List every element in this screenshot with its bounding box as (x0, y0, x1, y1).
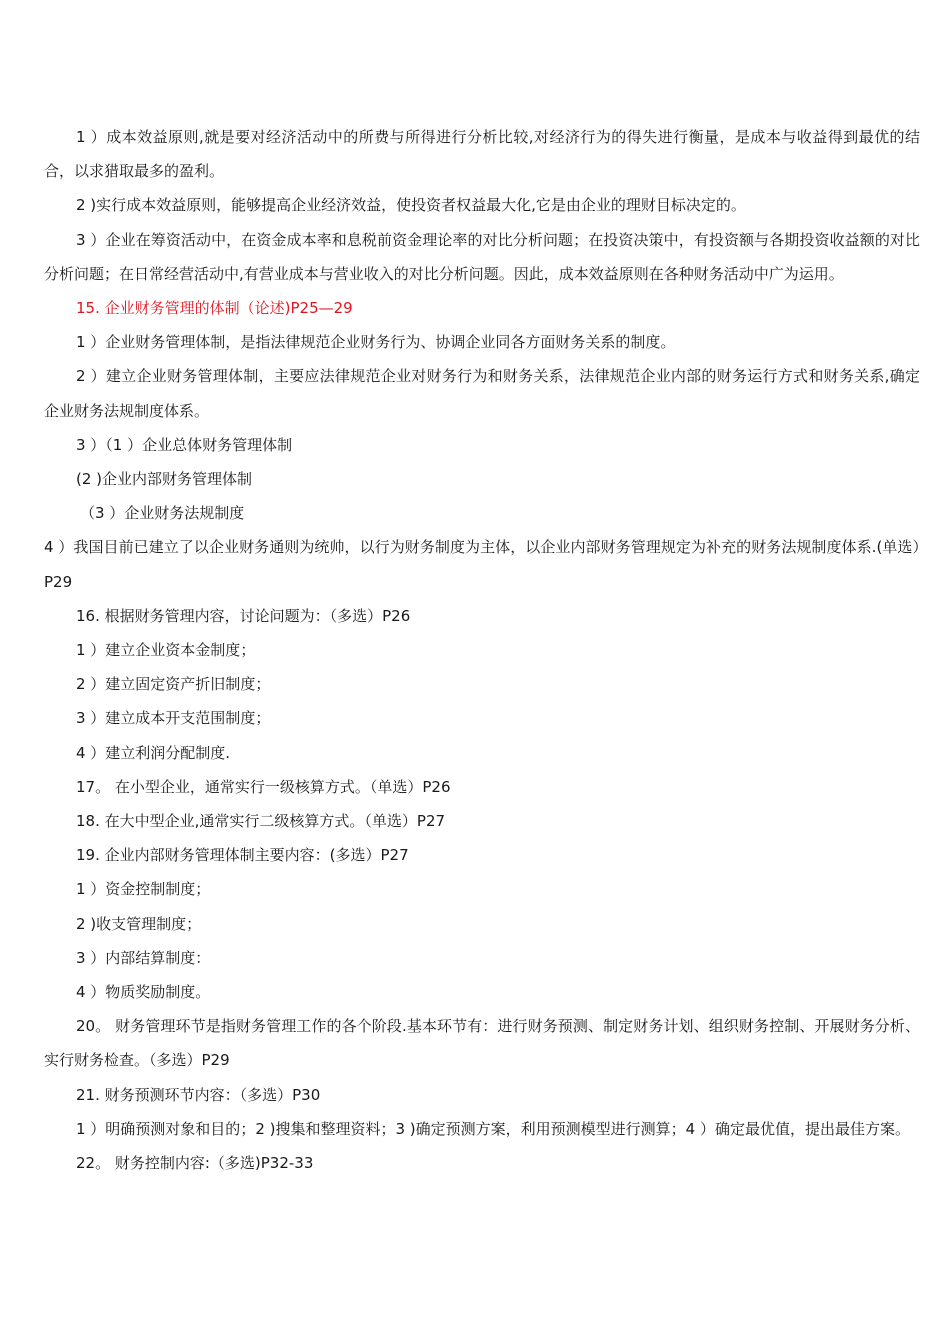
paragraph-9: 4 ）我国目前已建立了以企业财务通则为统帅，以行为财务制度为主体，以企业内部财务管理规定为补充的财务法规制度体系.(单选）P29 (44, 538, 920, 591)
paragraph-2: 2 )实行成本效益原则，能够提高企业经济效益，使投资者权益最大化,它是由企业的理财目标决定的。 (76, 196, 746, 215)
item-17: 17。 在小型企业，通常实行一级核算方式。（单选）P26 (76, 777, 451, 796)
item-21-steps: 1 ）明确预测对象和目的；2 )搜集和整理资料；3 )确定预测方案，利用预测模型进行测算；4 ）确定最优值，提出最佳方案。 (76, 1119, 910, 1138)
paragraph-8: （3 ）企业财务法规制度 (80, 504, 245, 523)
paragraph-3: 3 ）企业在筹资活动中，在资金成本率和息税前资金理论率的对比分析问题；在投资决策中，有投资额与各期投资收益额的对比分析问题；在日常经营活动中,有营业成本与营业收入的对比分析问题。因此，成本效益原则在各种财务活动中广为运用。 (44, 230, 920, 283)
item-19-sub-3: 3 ）内部结算制度： (76, 948, 211, 967)
item-21: 21. 财务预测环节内容：（多选）P30 (76, 1085, 321, 1104)
item-16-sub-3: 3 ）建立成本开支范围制度； (76, 709, 271, 728)
item-16: 16. 根据财务管理内容，讨论问题为：（多选）P26 (76, 606, 411, 625)
paragraph-7: (2 )企业内部财务管理体制 (76, 470, 253, 489)
paragraph-1: 1 ）成本效益原则,就是要对经济活动中的所费与所得进行分析比较,对经济行为的得失进行衡量，是成本与收益得到最优的结合，以求猎取最多的盈利。 (44, 128, 920, 181)
paragraph-6: 3 ）（1 ）企业总体财务管理体制 (76, 435, 293, 454)
item-18: 18. 在大中型企业,通常实行二级核算方式。（单选）P27 (76, 812, 446, 831)
item-16-sub-1: 1 ）建立企业资本金制度； (76, 641, 256, 660)
paragraph-5: 2 ）建立企业财务管理体制，主要应法律规范企业对财务行为和财务关系，法律规范企业内部的财务运行方式和财务关系,确定企业财务法规制度体系。 (44, 367, 920, 420)
item-19-sub-4: 4 ）物质奖励制度。 (76, 983, 211, 1002)
item-20: 20。 财务管理环节是指财务管理工作的各个阶段.基本环节有：进行财务预测、制定财务计划、组织财务控制、开展财务分析、实行财务检查。（多选）P29 (44, 1017, 920, 1070)
section-heading-15: 15. 企业财务管理的体制（论述)P25—29 (76, 299, 353, 318)
item-22: 22。 财务控制内容:（多选)P32-33 (76, 1154, 314, 1173)
item-19-sub-1: 1 ）资金控制制度； (76, 880, 211, 899)
item-19: 19. 企业内部财务管理体制主要内容：(多选）P27 (76, 846, 409, 865)
paragraph-4: 1 ）企业财务管理体制，是指法律规范企业财务行为、协调企业同各方面财务关系的制度。 (76, 333, 676, 352)
document-body (44, 120, 920, 1180)
item-16-sub-2: 2 ）建立固定资产折旧制度； (76, 675, 271, 694)
item-16-sub-4: 4 ）建立利润分配制度. (76, 743, 231, 762)
item-19-sub-2: 2 )收支管理制度； (76, 914, 202, 933)
